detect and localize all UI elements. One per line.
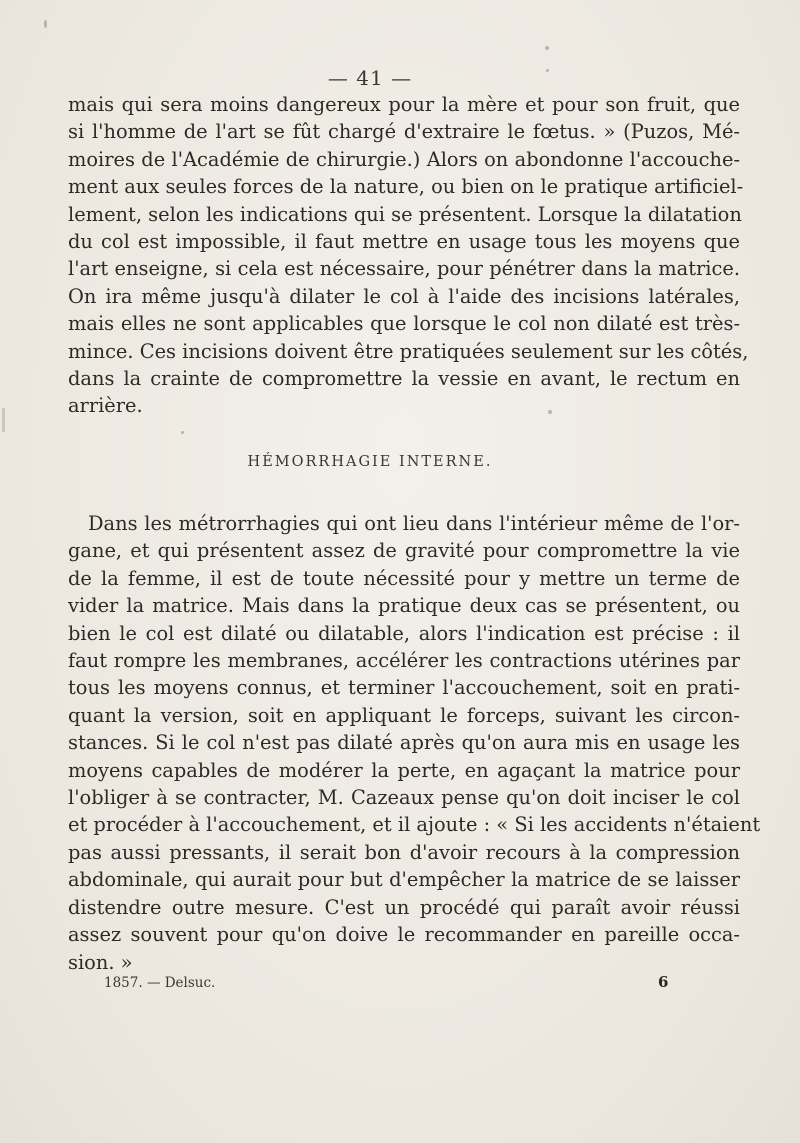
text-line: gane, et qui présentent assez de gravité pour compromettre la vie: [68, 539, 740, 563]
text-line: mais qui sera moins dangereux pour la mère et pour son fruit, que: [68, 93, 740, 116]
text-line: assez souvent pour qu'on doive le recommander en pareille occa-: [68, 923, 740, 947]
text-line: Dans les métrorrhagies qui ont lieu dans l'intérieur même de l'or-: [88, 512, 740, 535]
paragraph-2: [68, 510, 761, 976]
text-line: bien le col est dilaté ou dilatable, alors l'indication est précise : il: [68, 621, 740, 645]
text-line: vider la matrice. Mais dans la pratique deux cas se présentent, ou: [68, 594, 740, 618]
page-number: — 41 —: [327, 66, 413, 90]
text-line: pas aussi pressants, il serait bon d'avoir recours à la compression: [68, 840, 740, 864]
text-line: arrière.: [68, 394, 143, 418]
ink-speck: [545, 46, 549, 50]
text-line: moyens capables de modérer la perte, en agaçant la matrice pour: [68, 758, 740, 782]
text-line: de la femme, il est de toute nécessité pour y mettre un terme de: [68, 566, 740, 590]
text-line: et procéder à l'accouchement, et il ajoute : « Si les accidents n'étaient: [68, 813, 761, 837]
paragraph-1: [68, 91, 749, 420]
ink-speck: [181, 431, 184, 434]
text-line: quant la version, soit en appliquant le forceps, suivant les circon-: [68, 703, 740, 727]
text-line: du col est impossible, il faut mettre en usage tous les moyens que: [68, 230, 740, 254]
text-line: On ira même jusqu'à dilater le col à l'aide des incisions latérales,: [68, 284, 740, 308]
footer-signature: 1857. — Delsuc.: [104, 975, 216, 991]
text-line: moires de l'Académie de chirurgie.) Alors on abondonne l'accouche-: [68, 147, 740, 171]
text-line: abdominale, qui aurait pour but d'empêcher la matrice de se laisser: [68, 868, 740, 892]
text-line: si l'homme de l'art se fût chargé d'extraire le fœtus. » (Puzos, Mé-: [68, 120, 740, 144]
text-line: lement, selon les indications qui se présentent. Lorsque la dilatation: [68, 202, 742, 226]
text-line: tous les moyens connus, et terminer l'accouchement, soit en prati-: [68, 676, 740, 700]
text-line: ment aux seules forces de la nature, ou bien on le pratique artificiel-: [68, 175, 744, 199]
footer-sheet-number: 6: [658, 973, 669, 991]
text-line: faut rompre les membranes, accélérer les contractions utérines par: [68, 649, 740, 673]
text-line: sion. »: [68, 950, 133, 974]
text-line: distendre outre mesure. C'est un procédé qui paraît avoir réussi: [68, 895, 740, 919]
ink-speck: [44, 20, 47, 28]
page-edge-mark: [2, 408, 5, 432]
text-line: l'obliger à se contracter, M. Cazeaux pense qu'on doit inciser le col: [68, 786, 740, 810]
text-line: stances. Si le col n'est pas dilaté après qu'on aura mis en usage les: [68, 731, 740, 755]
section-heading: HÉMORRHAGIE INTERNE.: [247, 454, 493, 470]
text-line: l'art enseigne, si cela est nécessaire, pour pénétrer dans la matrice.: [68, 257, 740, 281]
text-line: mais elles ne sont applicables que lorsque le col non dilaté est très-: [68, 312, 740, 336]
text-line: dans la crainte de compromettre la vessie en avant, le rectum en: [68, 367, 740, 391]
text-line: mince. Ces incisions doivent être pratiquées seulement sur les côtés,: [68, 339, 749, 363]
